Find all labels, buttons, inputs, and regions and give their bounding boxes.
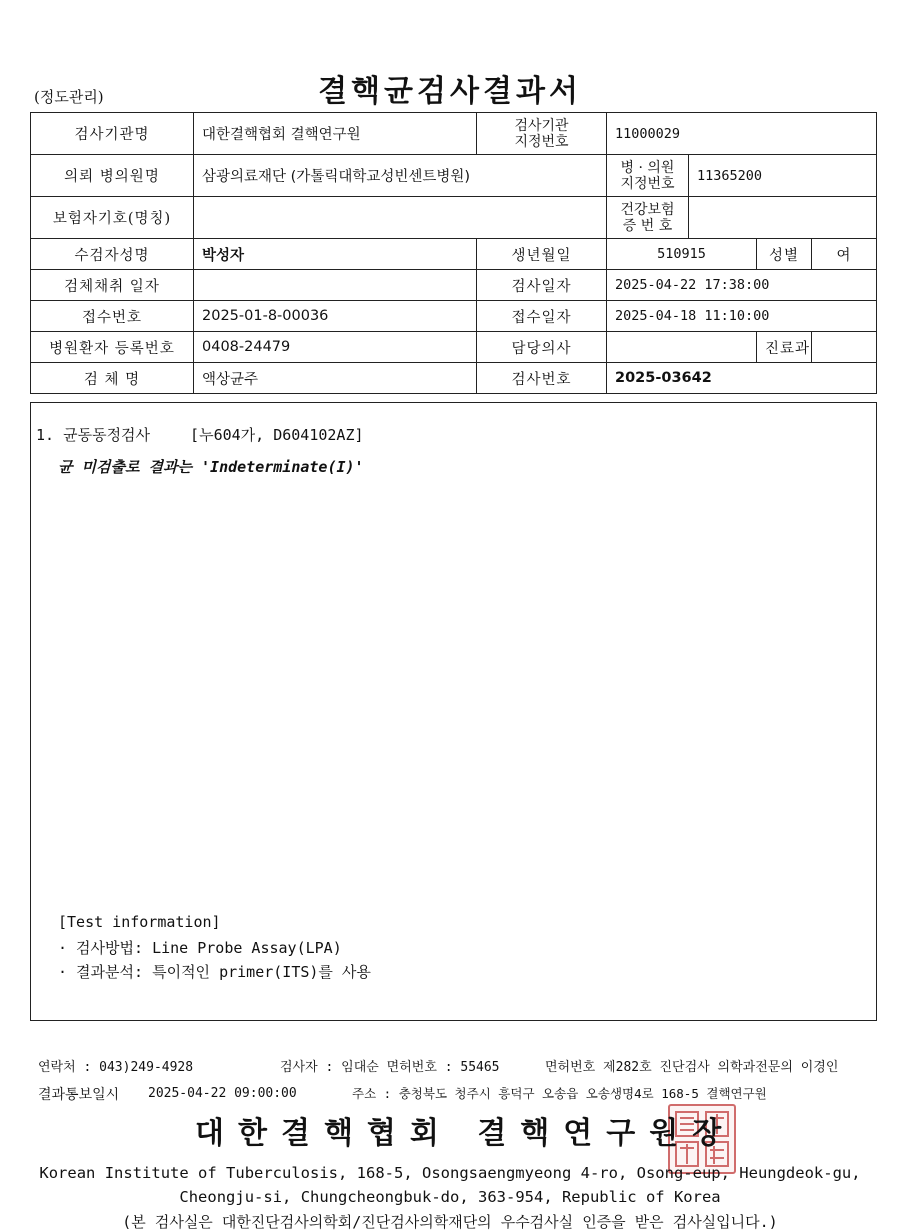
lab-name-label: 검사기관명 — [31, 113, 194, 155]
specimen-label: 검 체 명 — [31, 363, 194, 394]
report-time-label: 결과통보일시 — [38, 1087, 120, 1103]
dob-value: 510915 — [607, 239, 757, 270]
test-number-label: 검사번호 — [477, 363, 607, 394]
clinic-id-value: 11365200 — [689, 155, 877, 197]
lab-name-value: 대한결핵협회 결핵연구원 — [194, 113, 477, 155]
organization-name: 대한결핵협회 결핵연구원장 — [195, 1116, 736, 1151]
referring-hospital-value: 삼광의료재단 (가톨릭대학교성빈센트병원) — [194, 155, 607, 197]
result-line-2: 균 미검출로 결과는 'Indeterminate(I)' — [58, 458, 364, 476]
dob-label: 생년월일 — [477, 239, 607, 270]
result-test-name: 1. 균동동정검사 — [36, 426, 151, 444]
received-date-value: 2025-04-18 11:10:00 — [607, 301, 877, 332]
health-insurance-label-line1: 건강보험 — [620, 201, 675, 218]
clinic-id-label-line1: 병 · 의원 — [620, 159, 675, 176]
lab-id-label — [477, 113, 607, 155]
test-date-label: 검사일자 — [477, 270, 607, 301]
referring-hospital-label: 의뢰 병의원명 — [31, 155, 194, 197]
sex-label: 성별 — [757, 239, 812, 270]
received-date-label: 접수일자 — [477, 301, 607, 332]
result-test-code: [누604가, D604102AZ] — [190, 426, 364, 444]
collection-date-value — [194, 270, 477, 301]
clinic-id-label — [607, 155, 689, 197]
address-english-line2: Cheongju-si, Chungcheongbuk-do, 363-954, Republic of Korea — [179, 1188, 721, 1206]
specimen-value: 액상균주 — [194, 363, 477, 394]
test-number-value: 2025-03642 — [607, 363, 877, 394]
insurer-value — [194, 197, 607, 239]
test-analysis: · 결과분석: 특이적인 primer(ITS)를 사용 — [58, 963, 371, 981]
registration-number-label: 병원환자 등록번호 — [31, 332, 194, 363]
test-info-title: [Test information] — [58, 913, 221, 931]
contact-info: 연락처 : 043)249-4928 — [38, 1060, 194, 1075]
accession-number-value: 2025-01-8-00036 — [194, 301, 477, 332]
accession-number-label: 접수번호 — [31, 301, 194, 332]
collection-date-label: 검체채취 일자 — [31, 270, 194, 301]
patient-name-value: 박성자 — [194, 239, 477, 270]
patient-info-table — [30, 112, 877, 394]
doctor-label: 담당의사 — [477, 332, 607, 363]
address-korean: 주소 : 충청북도 청주시 흥덕구 오송읍 오송생명4로 168-5 결핵연구원 — [352, 1086, 767, 1101]
certification-note: (본 검사실은 대한진단검사의학회/진단검사의학재단의 우수검사실 인증을 받은 검사실입니다.) — [122, 1213, 778, 1231]
health-insurance-label — [607, 197, 689, 239]
report-time-value: 2025-04-22 09:00:00 — [148, 1086, 297, 1101]
document-title: 결핵균검사결과서 — [318, 74, 582, 109]
insurer-label: 보험자기호(명칭) — [31, 197, 194, 239]
department-label: 진료과 — [757, 332, 812, 363]
doctor-value — [607, 332, 757, 363]
result-line-1 — [36, 424, 364, 445]
lab-id-label-line1: 검사기관 — [514, 117, 569, 134]
health-insurance-value — [689, 197, 877, 239]
specialist-info: 면허번호 제282호 진단검사 의학과전문의 이경인 — [545, 1060, 839, 1075]
department-value — [812, 332, 877, 363]
address-english-line1: Korean Institute of Tuberculosis, 168-5, Osongsaengmyeong 4-ro, Osong-eup, Heungdeok-gu, — [39, 1164, 861, 1182]
patient-name-label: 수검자성명 — [31, 239, 194, 270]
clinic-id-label-line2: 지정번호 — [620, 175, 675, 192]
registration-number-value: 0408-24479 — [194, 332, 477, 363]
health-insurance-label-line2: 증 번 호 — [622, 217, 673, 234]
lab-id-value: 11000029 — [607, 113, 877, 155]
test-date-value: 2025-04-22 17:38:00 — [607, 270, 877, 301]
lab-id-label-line2: 지정번호 — [514, 133, 569, 150]
quality-control-label: (정도관리) — [34, 88, 104, 106]
test-method: · 검사방법: Line Probe Assay(LPA) — [58, 939, 342, 957]
tester-info: 검사자 : 임대순 면허번호 : 55465 — [280, 1060, 500, 1075]
sex-value: 여 — [812, 239, 877, 270]
